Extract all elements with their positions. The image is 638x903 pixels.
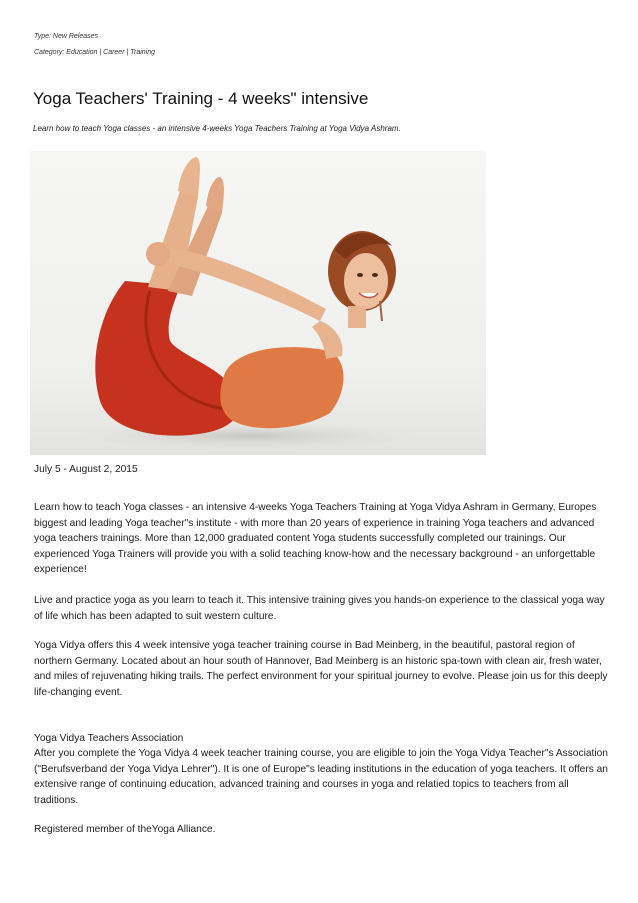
association-paragraph: After you complete the Yoga Vidya 4 week teacher training course, you are eligible to join the Yoga Vidya Teacher"s Association ("Berufsverband der Yoga Vidya Lehrer"). It is one of Europe"s leading institutions in the education of yoga teachers. It offers an extensive range of continuing education, advanced training and courses in yoga and relatied topics to teachers from all traditions. [34, 748, 608, 806]
event-date: July 5 - August 2, 2015 [34, 464, 138, 475]
category-line: Category: Education | Career | Training [34, 49, 156, 56]
location-paragraph: Yoga Vidya offers this 4 week intensive yoga teacher training course in Bad Meinberg, in the beautiful, pastoral region of northern Germany. Located about an hour south of Hannover, Bad Meinberg is an historic spa-town with clean air, fresh water, and miles of rejuvenating hiking trails. The perfect environment for your spiritual journey to evolve. Please join us for this deeply life-changing event. [34, 640, 608, 698]
type-line: Type: New Releases [34, 33, 99, 40]
hands [146, 242, 170, 266]
membership-paragraph: Registered member of theYoga Alliance. [34, 824, 216, 835]
eye-right [372, 273, 378, 277]
face [344, 253, 388, 309]
association-heading: Yoga Vidya Teachers Association [34, 733, 184, 744]
practice-paragraph: Live and practice yoga as you learn to teach it. This intensive training gives you hands-on experience to the classical yoga way of life which has been adapted to suit western culture. [34, 595, 605, 622]
yoga-photo [30, 151, 486, 455]
yoga-bow-pose-photo [30, 151, 486, 455]
neck [348, 306, 366, 328]
page-subtitle: Learn how to teach Yoga classes - an intensive 4-weeks Yoga Teachers Training at Yoga Vidya Ashram. [33, 124, 401, 133]
page-title: Yoga Teachers' Training - 4 weeks" intensive [33, 89, 369, 108]
intro-paragraph: Learn how to teach Yoga classes - an intensive 4-weeks Yoga Teachers Training at Yoga Vidya Ashram in Germany, Europes biggest and leading Yoga teacher"s institute - with more than 20 years of experience in training Yoga teachers and advanced yoga teachers trainings. More than 12,000 graduated content Yoga students successfully completed our trainings. Our experienced Yoga Trainers will provide you with a solid teaching know-how and the necessary background - an unforgettable experience! [34, 502, 597, 575]
eye-left [357, 273, 363, 277]
